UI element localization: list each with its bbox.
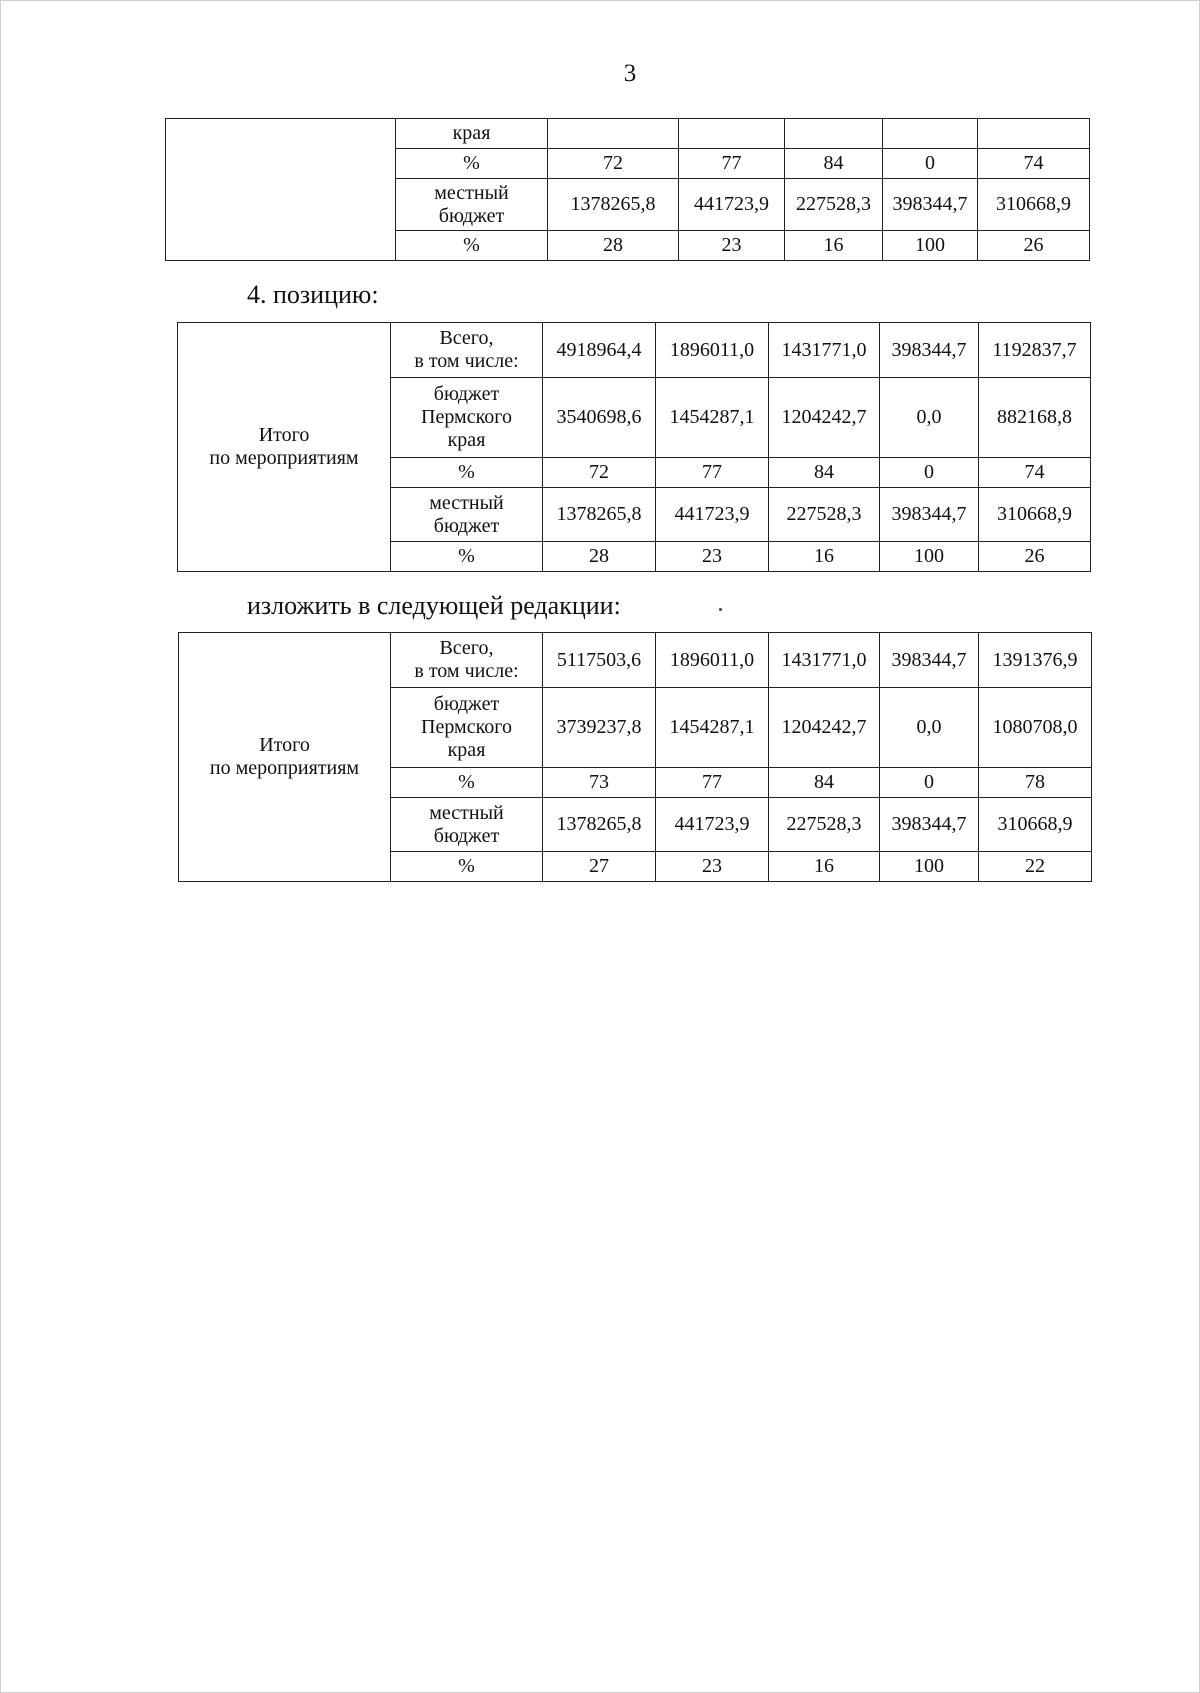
value-cell: 100 xyxy=(880,852,979,882)
value-cell: 310668,9 xyxy=(979,488,1091,542)
row-label: % xyxy=(396,231,548,261)
value-cell: 1896011,0 xyxy=(656,323,769,378)
value-cell: 74 xyxy=(978,149,1090,179)
value-cell: 1204242,7 xyxy=(769,378,880,458)
row-label: бюджет Пермского края xyxy=(391,688,543,768)
value-cell: 16 xyxy=(769,852,880,882)
section-heading-new-edition: изложить в следующей редакции: xyxy=(247,591,621,620)
value-cell: 1454287,1 xyxy=(656,688,769,768)
stray-dot xyxy=(719,608,722,611)
row-label: Всего, в том числе: xyxy=(391,633,543,688)
value-cell: 0 xyxy=(883,149,978,179)
budget-table-continuation xyxy=(165,118,1090,261)
value-cell: 22 xyxy=(979,852,1092,882)
group-label: Итого по мероприятиям xyxy=(179,633,391,882)
value-cell: 398344,7 xyxy=(880,798,979,852)
value-cell: 1080708,0 xyxy=(979,688,1092,768)
budget-table-current xyxy=(177,322,1091,572)
value-cell: 77 xyxy=(656,458,769,488)
table-row xyxy=(166,119,1090,149)
value-cell: 441723,9 xyxy=(656,798,769,852)
row-label: местный бюджет xyxy=(391,798,543,852)
value-cell: 398344,7 xyxy=(880,633,979,688)
row-label: местный бюджет xyxy=(396,179,548,231)
value-cell: 4918964,4 xyxy=(543,323,656,378)
value-cell: 1431771,0 xyxy=(769,633,880,688)
value-cell: 398344,7 xyxy=(883,179,978,231)
value-cell: 77 xyxy=(679,149,785,179)
table-row xyxy=(178,323,1091,378)
row-label: местный бюджет xyxy=(391,488,543,542)
value-cell: 23 xyxy=(679,231,785,261)
value-cell: 1896011,0 xyxy=(656,633,769,688)
value-cell: 310668,9 xyxy=(978,179,1090,231)
row-label: бюджет Пермского края xyxy=(391,378,543,458)
budget-table-revised xyxy=(178,632,1092,882)
row-label: % xyxy=(391,542,543,572)
value-cell: 100 xyxy=(883,231,978,261)
value-cell: 1378265,8 xyxy=(543,488,656,542)
value-cell xyxy=(883,119,978,149)
value-cell: 1378265,8 xyxy=(548,179,679,231)
value-cell: 5117503,6 xyxy=(543,633,656,688)
value-cell: 72 xyxy=(543,458,656,488)
value-cell: 16 xyxy=(785,231,883,261)
value-cell: 0 xyxy=(880,458,979,488)
row-label: Всего, в том числе: xyxy=(391,323,543,378)
value-cell: 27 xyxy=(543,852,656,882)
value-cell: 1204242,7 xyxy=(769,688,880,768)
value-cell: 882168,8 xyxy=(979,378,1091,458)
value-cell: 398344,7 xyxy=(880,488,979,542)
value-cell: 1431771,0 xyxy=(769,323,880,378)
row-label: края xyxy=(396,119,548,149)
value-cell: 84 xyxy=(769,458,880,488)
value-cell: 227528,3 xyxy=(785,179,883,231)
value-cell: 0,0 xyxy=(880,378,979,458)
empty-group-cell xyxy=(166,119,396,261)
value-cell xyxy=(785,119,883,149)
value-cell: 74 xyxy=(979,458,1091,488)
value-cell: 3540698,6 xyxy=(543,378,656,458)
value-cell: 73 xyxy=(543,768,656,798)
row-label: % xyxy=(391,768,543,798)
value-cell: 16 xyxy=(769,542,880,572)
value-cell: 1454287,1 xyxy=(656,378,769,458)
value-cell: 26 xyxy=(978,231,1090,261)
page-number: 3 xyxy=(623,60,637,87)
value-cell xyxy=(679,119,785,149)
section-heading-position: 4. позицию: xyxy=(247,280,379,309)
row-label: % xyxy=(391,458,543,488)
value-cell: 84 xyxy=(785,149,883,179)
value-cell: 0,0 xyxy=(880,688,979,768)
value-cell: 1391376,9 xyxy=(979,633,1092,688)
value-cell: 26 xyxy=(979,542,1091,572)
value-cell: 77 xyxy=(656,768,769,798)
value-cell: 28 xyxy=(548,231,679,261)
value-cell: 84 xyxy=(769,768,880,798)
value-cell: 1192837,7 xyxy=(979,323,1091,378)
value-cell: 310668,9 xyxy=(979,798,1092,852)
value-cell: 0 xyxy=(880,768,979,798)
value-cell: 227528,3 xyxy=(769,488,880,542)
value-cell: 100 xyxy=(880,542,979,572)
row-label: % xyxy=(396,149,548,179)
value-cell: 72 xyxy=(548,149,679,179)
value-cell: 23 xyxy=(656,852,769,882)
value-cell: 28 xyxy=(543,542,656,572)
value-cell: 23 xyxy=(656,542,769,572)
value-cell xyxy=(978,119,1090,149)
value-cell: 227528,3 xyxy=(769,798,880,852)
value-cell: 441723,9 xyxy=(656,488,769,542)
value-cell: 1378265,8 xyxy=(543,798,656,852)
value-cell: 78 xyxy=(979,768,1092,798)
table-row xyxy=(179,633,1092,688)
row-label: % xyxy=(391,852,543,882)
value-cell xyxy=(548,119,679,149)
value-cell: 398344,7 xyxy=(880,323,979,378)
value-cell: 441723,9 xyxy=(679,179,785,231)
value-cell: 3739237,8 xyxy=(543,688,656,768)
group-label: Итого по мероприятиям xyxy=(178,323,391,572)
